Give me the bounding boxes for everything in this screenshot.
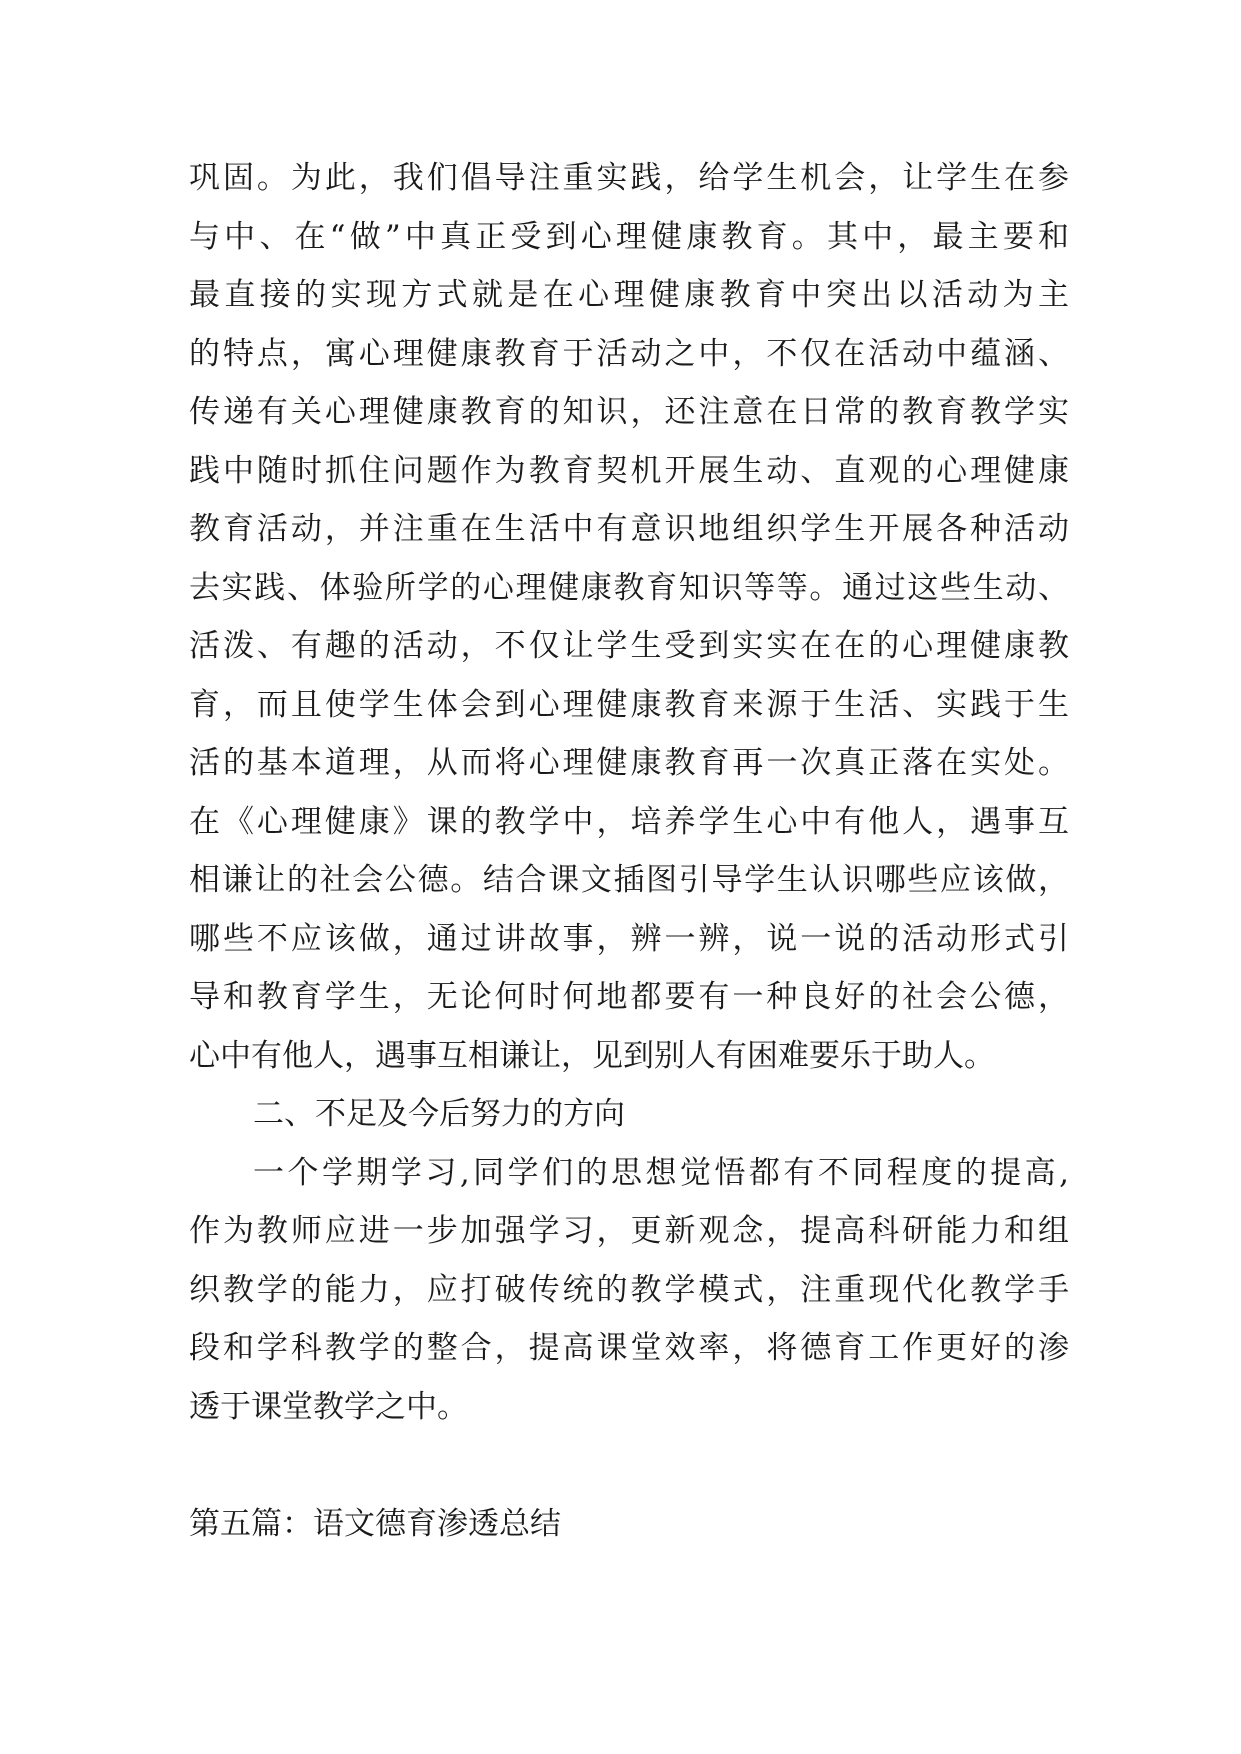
paragraph-line: 相谦让的社会公德。结合课文插图引导学生认识哪些应该做， xyxy=(189,862,1069,898)
paragraph-line: 育，而且使学生体会到心理健康教育来源于生活、实践于生 xyxy=(189,686,1069,723)
paragraph-line: 传递有关心理健康教育的知识，还注意在日常的教育教学实 xyxy=(189,394,1069,430)
paragraph-line: 段和学科教学的整合，提高课堂效率，将德育工作更好的渗 xyxy=(189,1330,1069,1366)
paragraph-line: 与中、在“做”中真正受到心理健康教育。其中，最主要和 xyxy=(189,218,1069,255)
paragraph-line: 哪些不应该做，通过讲故事，辨一辨，说一说的活动形式引 xyxy=(189,920,1069,957)
paragraph-line: 活泼、有趣的活动，不仅让学生受到实实在在的心理健康教 xyxy=(189,628,1069,664)
paragraph-line: 一个学期学习,同学们的思想觉悟都有不同程度的提高, xyxy=(253,1154,1069,1191)
paragraph-line: 织教学的能力，应打破传统的教学模式，注重现代化教学手 xyxy=(189,1271,1069,1308)
paragraph-line: 作为教师应进一步加强学习，更新观念，提高科研能力和组 xyxy=(189,1213,1069,1249)
section-heading: 二、不足及今后努力的方向 xyxy=(253,1096,625,1132)
paragraph-line: 心中有他人，遇事互相谦让，见到别人有困难要乐于助人。 xyxy=(189,1037,995,1074)
paragraph-line: 透于课堂教学之中。 xyxy=(189,1388,468,1425)
paragraph-line: 巩固。为此，我们倡导注重实践，给学生机会，让学生在参 xyxy=(189,160,1069,196)
paragraph-line: 的特点，寓心理健康教育于活动之中，不仅在活动中蕴涵、 xyxy=(189,335,1069,372)
document-body xyxy=(189,149,1069,1436)
paragraph-line: 在《心理健康》课的教学中，培养学生心中有他人，遇事互 xyxy=(189,803,1069,840)
paragraph-line: 去实践、体验所学的心理健康教育知识等等。通过这些生动、 xyxy=(189,569,1069,606)
paragraph-line: 教育活动，并注重在生活中有意识地组织学生开展各种活动 xyxy=(189,511,1069,547)
paragraph-line: 导和教育学生，无论何时何地都要有一种良好的社会公德， xyxy=(189,979,1069,1015)
paragraph-line: 最直接的实现方式就是在心理健康教育中突出以活动为主 xyxy=(189,277,1069,313)
paragraph-line: 践中随时抓住问题作为教育契机开展生动、直观的心理健康 xyxy=(189,452,1069,489)
paragraph-line: 活的基本道理，从而将心理健康教育再一次真正落在实处。 xyxy=(189,745,1069,781)
next-article-title: 第五篇：语文德育渗透总结 xyxy=(189,1506,561,1542)
